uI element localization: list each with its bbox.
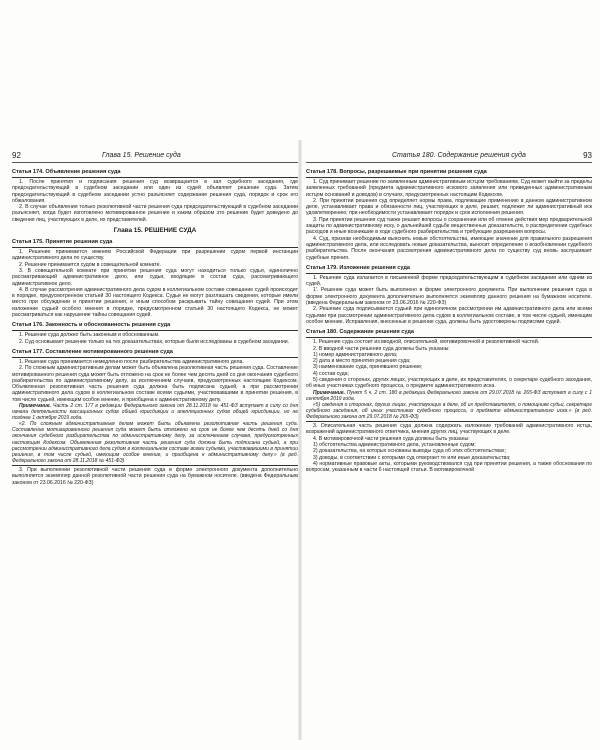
paragraph: 4) состав суда; [313, 370, 349, 377]
right-page-body [306, 169, 592, 473]
right-page-number: 93 [583, 151, 592, 160]
article-heading: Статья 177. Составление мотивированного решения суда [12, 349, 298, 358]
paragraph: 3. При выполнении резолютивной части решения суда в форме электронного документа дополнительно выполняется экземпляр данной резолютивной части решения суда на бумажном носителе. (введена Федеральным законом от 23.06.2016 № 220-ФЗ) [12, 466, 298, 486]
left-running-title: Глава 15. Решение суда [102, 152, 181, 159]
paragraph: 4. В случае рассмотрения административного дела судом в коллегиальном составе совещание судей происходит в порядке, предусмотренном статьей 30 настоящего Кодекса. Судьи не могут разглашать сведения, которые имели место при обсуждении и принятии решения, и иным способом раскрывать тайну совещания судей. При этом изложение судьей особого мнения в порядке, предусмотренном статьей 30 настоящего Кодекса, не может рассматриваться как нарушение тайны совещания судей. [12, 286, 298, 319]
left-page-number: 92 [12, 151, 21, 160]
article-heading: Статья 180. Содержание решения суда [306, 329, 592, 338]
editorial-note [306, 402, 592, 420]
paragraph: 3. В совещательной комнате при принятии решения суда могут находиться только судья, единолично рассматривающий административное дело, или судьи, входящие в состав суда, рассматривающего административное дело. [12, 267, 298, 287]
note-text: Часть 2 ст. 177 в редакции Федерального закона от 28.11.2018 № 451-ФЗ вступает в силу со дня начала деятельности кассационных судов общей юрисдикции и апелляционных судов общей юрисдикции, но не позднее 1 октября 2019 года. [12, 403, 298, 422]
left-page-body [12, 169, 298, 486]
paragraph: 2. Решение принимается судом в совещательной комнате. [19, 261, 161, 268]
left-page [12, 150, 298, 728]
editorial-note [12, 403, 298, 421]
editorial-note [306, 390, 592, 402]
paragraph: 1) обстоятельства административного дела, установленные судом; [313, 441, 476, 448]
paragraph: 2. При принятии решения суд определяет нормы права, подлежащие применению в данном административном деле, устанавливает права и обязанности лиц, участвующих в деле, решает, подлежит ли административный иск удовлетворению; при необходимости устанавливает порядок и срок исполнения решения. [306, 197, 592, 217]
article-heading: Статья 176. Законность и обоснованность решения суда [12, 322, 298, 331]
divider [12, 465, 298, 466]
article-heading: Статья 178. Вопросы, разрешаемые при принятии решения суда [306, 169, 592, 178]
note-label: Примечание. [19, 403, 51, 410]
paragraph: 1. Суд принимает решение по заявленным административным истцом требованиям. Суд может выйти за пределы заявленных требований (предмета административного искового заявления или приведенных административным истцом оснований и доводов) в случаях, предусмотренных настоящим Кодексом. [306, 179, 592, 198]
paragraph: 1. Решение суда излагается в письменной форме председательствующим в судебном заседании или одним из судей. [306, 274, 592, 288]
paragraph: 1. Решение принимается именем Российской Федерации при разрешении судом первой инстанции административного дела по существу. [12, 249, 298, 262]
note-text: Пункт 5 ч. 2 ст. 180 в редакции Федерального закона от 29.07.2018 № 265-ФЗ вступает в силу с 1 сентября 2019 года. [306, 389, 592, 402]
paragraph: 4. В мотивировочной части решения суда должны быть указаны: [313, 435, 470, 442]
paragraph: 2. В случае объявления только резолютивной части решения суда председательствующий в судебном заседании разъясняет, когда будет изготовлено мотивированное решение и каким образом это решение будет доведено до сведения лиц, участвующих в деле, их представителей. [12, 204, 298, 223]
paragraph: 4. Суд, признав необходимым выяснить новые обстоятельства, имеющие значение для правильного разрешения административного дела, или исследовать новые доказательства, выносит определение о возобновлении судебного разбирательства. После окончания рассмотрения административного дела по существу суд вновь заслушивает судебные прения. [306, 235, 592, 261]
paragraph: 3) наименование суда, принявшего решение; [313, 364, 423, 371]
note-text: «5) сведения о сторонах, других лицах, участвующих в деле, об их представителях, о помощнике судьи, секретаре судебного заседания, об иных участниках судебного процесса, о предмете административного иска.» (в ред. Федерального закона от 29.07.2018 № 265-ФЗ) [306, 401, 592, 420]
editorial-note [12, 421, 298, 464]
book-gutter [298, 140, 302, 740]
paragraph: 1. Решение суда принимается немедленно после разбирательства административного дела. [19, 358, 244, 365]
paragraph: 1. Решение суда состоит из вводной, описательной, мотивировочной и резолютивной частей. [313, 339, 540, 346]
paragraph: 1) номер административного дела; [313, 351, 398, 358]
note-label: Примечание. [313, 389, 345, 396]
paragraph: 1. После принятия и подписания решения суд возвращается в зал судебного заседания, где председательствующий в судебном заседании или один из судей объявляет решение суда. Затем председательствующий в судебном заседании устно разъясняет содержание решения суда, порядок и срок его обжалования. [12, 179, 298, 204]
note-text: «2. По сложным административным делам может быть объявлена резолютивная часть решения суда. Составление мотивированного решения суда может быть отложено на срок не более чем десять дней со дня окончания судебного разбирательства по административному делу, за исключением случаев, предусмотренных настоящим Кодексом. Объявленная резолютивная часть решения суда должна быть подписана судьей, а при рассмотрении административного дела судом в коллегиальном составе всеми судьями, участвовавшими в принятии решения, в том числе судьей, имеющим особое мнение, и приобщена к административному делу.» (в ред. Федерального закона от 28.11.2018 № 451-ФЗ) [12, 421, 298, 464]
paragraph: 5) сведения о сторонах, других лицах, участвующих в деле, их представителях, о секретаре судебного заседания, об иных участниках судебного процесса, о предмете административного иска. [306, 377, 592, 390]
paragraph: 2. Решение суда подписывается судьей при единоличном рассмотрении им административного дела или всеми судьями при рассмотрении административного дела судом в коллегиальном составе, в том числе судьей, имеющим особое мнение. Исправления, внесенные в решение суда, должны быть удостоверены подписями судей. [306, 306, 592, 325]
paragraph: 2) доказательства, на которых основаны выводы суда об этих обстоятельствах; [313, 448, 506, 455]
article-heading: Статья 179. Изложение решения суда [306, 265, 592, 274]
paragraph: 2. По сложным административным делам может быть объявлена резолютивная часть решения суда. Составление мотивированного решения суда может быть отложено на срок не более чем десять дней со дня окончания судебного разбирательства по административному делу, за исключением случаев, предусмотренных настоящим Кодексом. Объявленная резолютивная часть решения суда должна быть подписана судьей, а при рассмотрении административного дела судом в коллегиальном составе всеми судьями, участвовавшими в принятии решения, в том числе судьей, имеющим особое мнение, и приобщена к административному делу. [12, 365, 298, 403]
paragraph: 2. В вводной части решения суда должны быть указаны: [313, 345, 450, 352]
left-page-header [12, 150, 298, 163]
right-page [306, 150, 592, 728]
chapter-heading: Глава 15. РЕШЕНИЕ СУДА [113, 227, 197, 235]
paragraph: 2) дата и место принятия решения суда; [313, 358, 411, 365]
divider [306, 421, 592, 422]
article-heading: Статья 175. Принятие решения суда [12, 239, 298, 248]
paragraph: 4) нормативные правовые акты, которыми руководствовался суд при принятии решения, а также обоснования по вопросам, указанным в части 6 настоящей статьи. В мотивировочной [306, 460, 592, 474]
paragraph: 1'. Решение суда может быть выполнено в форме электронного документа. При выполнении решения суда в форме электронного документа дополнительно выполняется экземпляр данного решения на бумажном носителе. (введена Федеральным законом от 23.06.2016 № 220-ФЗ) [306, 287, 592, 307]
paragraph: 3. Описательная часть решения суда должна содержать изложение требований административного истца, возражений административного ответчика, мнения других лиц, участвующих в деле. [306, 423, 592, 436]
paragraph: 3) доводы, в соответствии с которыми суд отвергает те или иные доказательства; [313, 454, 511, 461]
paragraph: 3. При принятии решения суд также решает вопросы о сохранении или об отмене действия мер предварительной защиты по административному иску, о дальнейшей судьбе вещественных доказательств, о распределении судебных расходов и иные возникшие в ходе судебного разбирательства и требующие разрешения вопросы. [306, 216, 592, 236]
paragraph: 2. Суд основывает решение только на тех доказательствах, которые были исследованы в судебном заседании. [19, 338, 290, 345]
right-page-header [306, 150, 592, 163]
right-running-title: Статья 180. Содержание решения суда [392, 152, 526, 159]
paragraph: 1. Решение суда должно быть законным и обоснованным. [19, 332, 160, 339]
article-heading: Статья 174. Объявление решения суда [12, 169, 298, 178]
